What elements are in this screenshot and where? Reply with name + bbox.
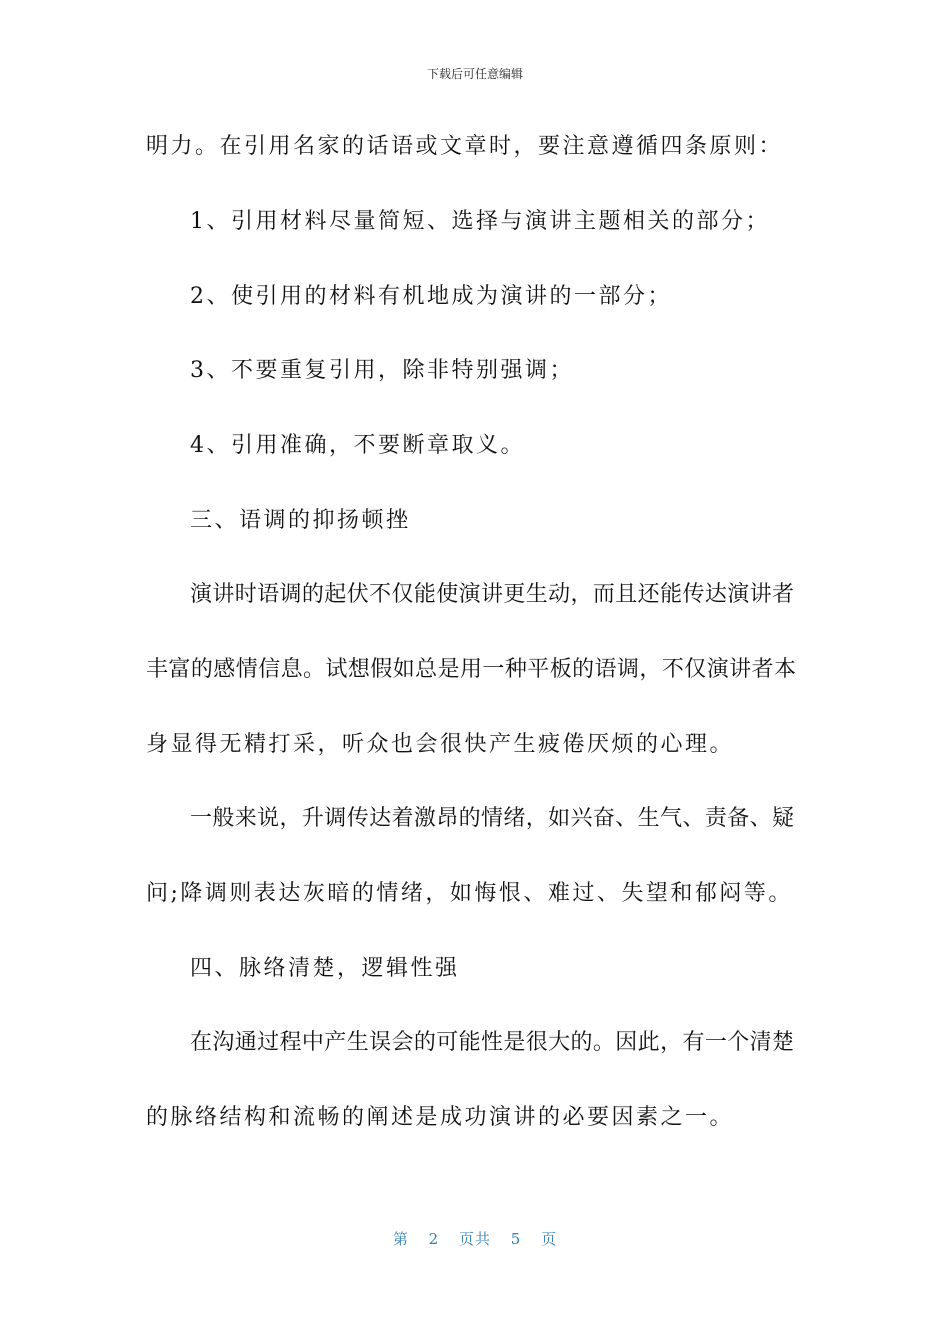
body-line: 3、不要重复引用，除非特别强调；	[190, 358, 574, 383]
body-line: 一般来说，升调传达着激昂的情绪，如兴奋、生气、责备、疑	[190, 806, 794, 831]
body-line: 丰富的感情信息。试想假如总是用一种平板的语调，不仅演讲者本	[146, 657, 796, 682]
body-line: 问;降调则表达灰暗的情绪，如悔恨、难过、失望和郁闷等。	[146, 881, 793, 906]
body-line: 的脉络结构和流畅的阐述是成功演讲的必要因素之一。	[146, 1105, 735, 1130]
body-line: 4、引用准确，不要断章取义。	[190, 433, 525, 458]
page-header: 下载后可任意编辑	[426, 67, 523, 81]
body-line: 2、使引用的材料有机地成为演讲的一部分；	[190, 284, 672, 309]
body-line: 演讲时语调的起伏不仅能使演讲更生动，而且还能传达演讲者	[190, 582, 794, 607]
body-line: 明力。在引用名家的话语或文章时，要注意遵循四条原则：	[146, 134, 784, 159]
section-heading: 三、语调的抑扬顿挫	[190, 508, 411, 533]
body-line: 1、引用材料尽量简短、选择与演讲主题相关的部分；	[190, 209, 770, 234]
body-line: 在沟通过程中产生误会的可能性是很大的。因此，有一个清楚	[190, 1030, 794, 1055]
page-footer: 第 2 页共 5 页	[392, 1230, 558, 1248]
body-line: 身显得无精打采，听众也会很快产生疲倦厌烦的心理。	[146, 732, 735, 757]
section-heading: 四、脉络清楚，逻辑性强	[190, 956, 460, 981]
